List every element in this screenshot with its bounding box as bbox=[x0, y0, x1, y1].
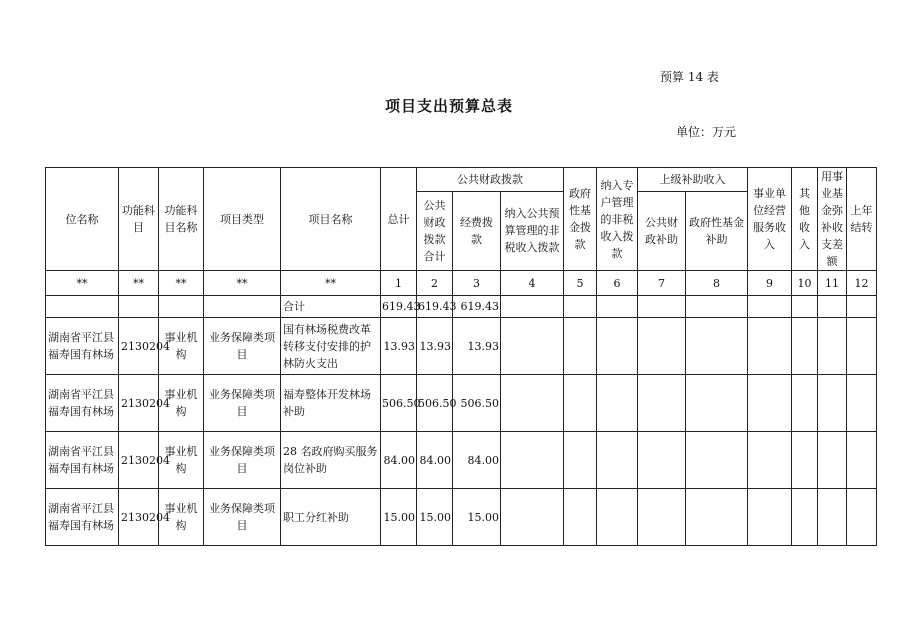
row-type: 业务保障类项目 bbox=[204, 375, 281, 432]
row-func-name: 事业机构 bbox=[159, 318, 204, 375]
index-cell: ** bbox=[159, 271, 204, 296]
row-total: 13.93 bbox=[381, 318, 417, 375]
row-total: 15.00 bbox=[381, 489, 417, 546]
total-public-amount: 619.43 bbox=[417, 296, 453, 318]
index-cell: 10 bbox=[792, 271, 818, 296]
header-superior-public: 公共财政补助 bbox=[638, 191, 686, 270]
index-cell: 9 bbox=[748, 271, 792, 296]
row-code: 2130204 bbox=[119, 318, 159, 375]
index-cell: 1 bbox=[381, 271, 417, 296]
row-func-name: 事业机构 bbox=[159, 375, 204, 432]
index-cell: 7 bbox=[638, 271, 686, 296]
header-non-tax-alloc: 纳入公共预算管理的非税收入拨款 bbox=[501, 191, 564, 270]
page-title: 项目支出预算总表 bbox=[384, 97, 513, 115]
table-row bbox=[46, 432, 877, 489]
index-cell: 5 bbox=[564, 271, 597, 296]
header-public-alloc-total: 公共财政拨款合计 bbox=[417, 191, 453, 270]
row-func-name: 事业机构 bbox=[159, 489, 204, 546]
index-cell: ** bbox=[204, 271, 281, 296]
row-public-total: 15.00 bbox=[417, 489, 453, 546]
total-amount: 619.43 bbox=[381, 296, 417, 318]
row-type: 业务保障类项目 bbox=[204, 489, 281, 546]
header-total: 总计 bbox=[381, 168, 417, 271]
index-cell: 8 bbox=[686, 271, 748, 296]
row-public-total: 506.50 bbox=[417, 375, 453, 432]
row-project-name: 28 名政府购买服务岗位补助 bbox=[281, 432, 381, 489]
row-funding: 84.00 bbox=[453, 432, 501, 489]
header-public-group: 公共财政拨款 bbox=[417, 168, 564, 192]
header-superior-fund: 政府性基金补助 bbox=[686, 191, 748, 270]
row-unit: 湖南省平江县福寿国有林场 bbox=[46, 489, 119, 546]
row-public-total: 84.00 bbox=[417, 432, 453, 489]
index-row bbox=[46, 271, 877, 296]
row-unit: 湖南省平江县福寿国有林场 bbox=[46, 432, 119, 489]
row-public-total: 13.93 bbox=[417, 318, 453, 375]
index-cell: ** bbox=[119, 271, 159, 296]
index-cell: 3 bbox=[453, 271, 501, 296]
unit-label: 单位：万元 bbox=[676, 125, 737, 139]
row-code: 2130204 bbox=[119, 489, 159, 546]
row-project-name: 国有林场税费改革转移支付安排的护林防火支出 bbox=[281, 318, 381, 375]
row-type: 业务保障类项目 bbox=[204, 318, 281, 375]
row-type: 业务保障类项目 bbox=[204, 432, 281, 489]
header-last-year: 上年结转 bbox=[847, 168, 877, 271]
total-row bbox=[46, 296, 877, 318]
page-number: 预算 14 表 bbox=[660, 70, 719, 84]
row-project-name: 福寿整体开发林场补助 bbox=[281, 375, 381, 432]
index-cell: 6 bbox=[597, 271, 638, 296]
row-code: 2130204 bbox=[119, 432, 159, 489]
index-cell: 12 bbox=[847, 271, 877, 296]
header-special-account: 纳入专户管理的非税收入拨款 bbox=[597, 168, 638, 271]
header-project-name: 项目名称 bbox=[281, 168, 381, 271]
row-total: 84.00 bbox=[381, 432, 417, 489]
header-funding-alloc: 经费拨款 bbox=[453, 191, 501, 270]
row-total: 506.50 bbox=[381, 375, 417, 432]
row-code: 2130204 bbox=[119, 375, 159, 432]
index-cell: ** bbox=[281, 271, 381, 296]
row-project-name: 职工分红补助 bbox=[281, 489, 381, 546]
header-func-name: 功能科目名称 bbox=[159, 168, 204, 271]
header-gov-fund: 政府性基金拨款 bbox=[564, 168, 597, 271]
row-funding: 506.50 bbox=[453, 375, 501, 432]
table-row bbox=[46, 375, 877, 432]
table-row bbox=[46, 318, 877, 375]
row-unit: 湖南省平江县福寿国有林场 bbox=[46, 318, 119, 375]
header-row-top bbox=[46, 168, 877, 192]
header-reserve-fund: 用事业基金弥补收支差额 bbox=[818, 168, 847, 271]
header-unit-name: 位名称 bbox=[46, 168, 119, 271]
index-cell: 2 bbox=[417, 271, 453, 296]
header-other-income: 其他收入 bbox=[792, 168, 818, 271]
row-func-name: 事业机构 bbox=[159, 432, 204, 489]
header-superior-group: 上级补助收入 bbox=[638, 168, 748, 192]
index-cell: ** bbox=[46, 271, 119, 296]
project-expenditure-table bbox=[45, 167, 877, 546]
row-funding: 13.93 bbox=[453, 318, 501, 375]
row-funding: 15.00 bbox=[453, 489, 501, 546]
header-func-code: 功能科目 bbox=[119, 168, 159, 271]
total-funding-amount: 619.43 bbox=[453, 296, 501, 318]
table-row bbox=[46, 489, 877, 546]
index-cell: 4 bbox=[501, 271, 564, 296]
row-unit: 湖南省平江县福寿国有林场 bbox=[46, 375, 119, 432]
header-project-type: 项目类型 bbox=[204, 168, 281, 271]
header-business-income: 事业单位经营服务收入 bbox=[748, 168, 792, 271]
total-label: 合计 bbox=[281, 296, 381, 318]
index-cell: 11 bbox=[818, 271, 847, 296]
